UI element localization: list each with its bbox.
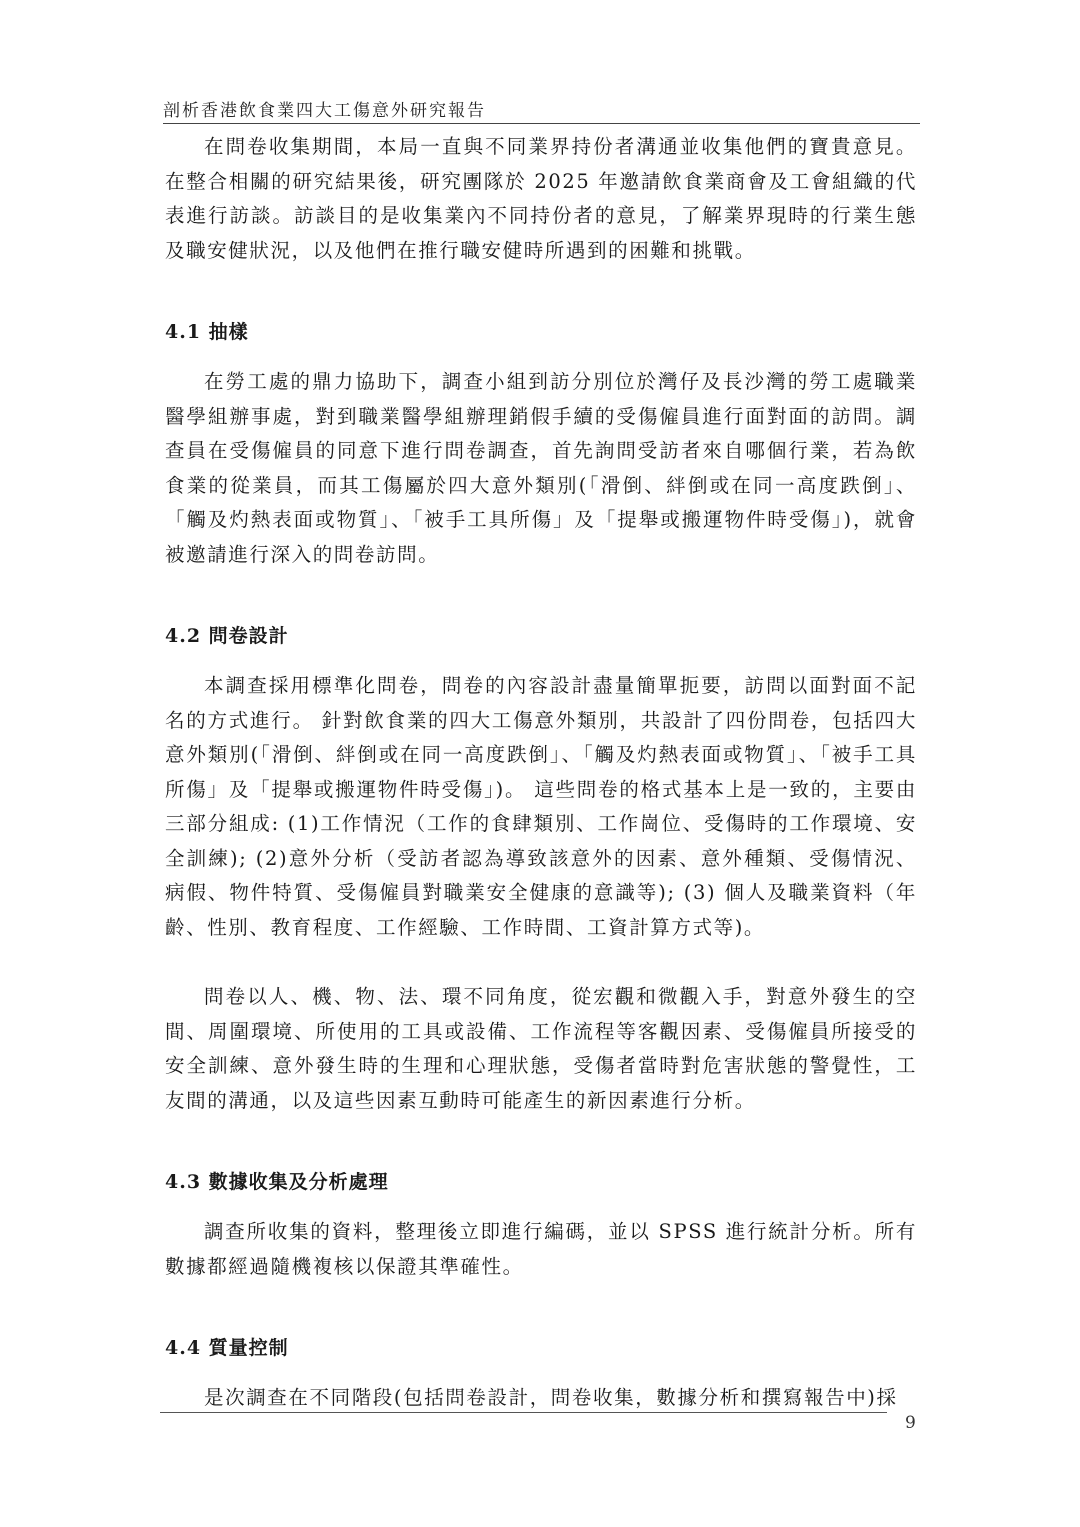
section-title-quality-control: 4.4 質量控制 — [165, 1337, 289, 1359]
design-paragraph-1: 本調查採用標準化問卷，問卷的內容設計盡量簡單扼要，訪問以面對面不記名的方式進行。 針對飲食業的四大工傷意外類別，共設計了四份問卷，包括四大意外類別(「滑倒、絆倒或在同一高度跌倒」、「觸及灼熱表面或物質」、「被手工具所傷」及「提舉或搬運物件時受傷」)。 這些問卷的格式基本上是一致的，主要由三部分組成: (1)工作情況（工作的食肆類別、工作崗位、受傷時的工作環境、安全訓練); (2)意外分析（受訪者認為導致該意外的因素、意外種類、受傷情況、病假、物件特質、受傷僱員對職業安全健康的意識等); (3) 個人及職業資料（年齡、性別、教育程度、工作經驗、工作時間、工資計算方式等)。 — [165, 674, 917, 939]
intro-paragraph: 在問卷收集期間，本局一直與不同業界持份者溝通並收集他們的寶貴意見。在整合相關的研究結果後，研究團隊於 2025 年邀請飲食業商會及工會組織的代表進行訪談。訪談目的是收集業內不同持份者的意見，了解業界現時的行業生態及職安健狀況，以及他們在推行職安健時所遇到的困難和挑戰。 — [165, 135, 917, 262]
sampling-paragraph: 在勞工處的鼎力協助下，調查小組到訪分別位於灣仔及長沙灣的勞工處職業醫學組辦事處，對到職業醫學組辦理銷假手續的受傷僱員進行面對面的訪問。調查員在受傷僱員的同意下進行問卷調查，首先詢問受訪者來自哪個行業，若為飲食業的從業員，而其工傷屬於四大意外類別(「滑倒、絆倒或在同一高度跌倒」、「觸及灼熱表面或物質」、「被手工具所傷」及「提舉或搬運物件時受傷」)，就會被邀請進行深入的問卷訪問。 — [165, 370, 917, 566]
data-processing-paragraph: 調查所收集的資料，整理後立即進行編碼，並以 SPSS 進行統計分析。所有數據都經過隨機複核以保證其準確性。 — [165, 1220, 917, 1278]
page-content — [165, 130, 917, 1416]
header-divider — [163, 123, 920, 124]
page-number: 9 — [905, 1413, 916, 1433]
section-title-data-processing: 4.3 數據收集及分析處理 — [165, 1171, 389, 1193]
design-paragraph-2: 問卷以人、機、物、法、環不同角度，從宏觀和微觀入手，對意外發生的空間、周圍環境、所使用的工具或設備、工作流程等客觀因素、受傷僱員所接受的安全訓練、意外發生時的生理和心理狀態，受傷者當時對危害狀態的警覺性，工友間的溝通，以及這些因素互動時可能產生的新因素進行分析。 — [165, 985, 917, 1112]
running-header: 剖析香港飲食業四大工傷意外研究報告 — [163, 101, 486, 121]
section-title-sampling: 4.1 抽樣 — [165, 321, 249, 343]
quality-paragraph: 是次調查在不同階段(包括問卷設計，問卷收集，數據分析和撰寫報告中)採 — [204, 1386, 898, 1409]
footer-divider — [160, 1412, 887, 1413]
section-title-questionnaire-design: 4.2 問卷設計 — [165, 625, 289, 647]
